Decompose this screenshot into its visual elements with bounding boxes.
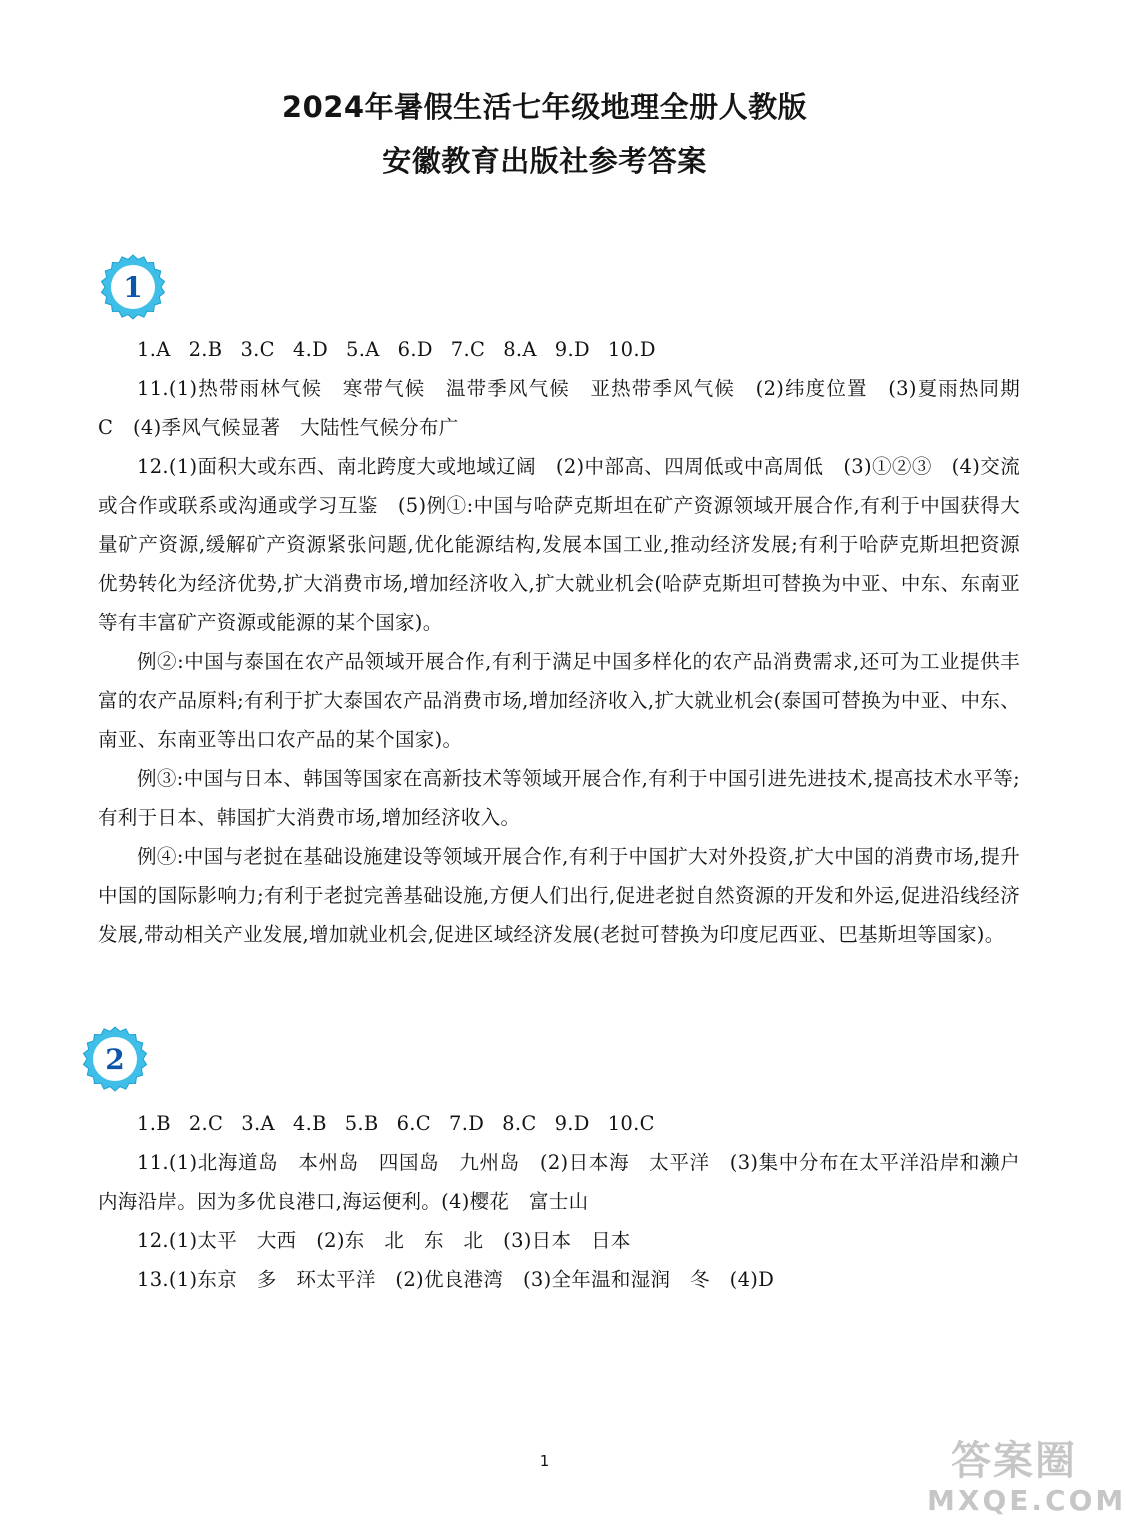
- mc-answer: 4.D: [292, 338, 329, 361]
- answer-paragraph: 例④:中国与老挝在基础设施建设等领域开展合作,有利于中国扩大对外投资,扩大中国的消费市场,提升中国的国际影响力;有利于老挝完善基础设施,方便人们出行,促进老挝自然资源的开发和外运,促进沿线经济发展,带动相关产业发展,增加就业机会,促进区域经济发展(老挝可替换为印度尼西亚、巴基斯坦等国家)。: [98, 845, 1020, 946]
- answer-paragraph: 例③:中国与日本、韩国等国家在高新技术等领域开展合作,有利于中国引进先进技术,提高技术水平等;有利于日本、韩国扩大消费市场,增加经济收入。: [98, 767, 1020, 829]
- mc-answer: 7.D: [449, 1112, 485, 1135]
- mc-answer: 8.C: [502, 1112, 537, 1135]
- document-title: [0, 80, 1089, 188]
- watermark-bottom: MXQE.COM: [927, 1484, 1126, 1517]
- mc-answer: 6.D: [397, 338, 433, 361]
- answer-paragraph: 11.(1)北海道岛 本州岛 四国岛 九州岛 (2)日本海 太平洋 (3)集中分布在太平洋沿岸和濑户内海沿岸。因为多优良港口,海运便利。(4)樱花 富士山: [98, 1151, 1020, 1213]
- section-2-badge: [82, 1026, 148, 1092]
- answer-paragraph: 11.(1)热带雨林气候 寒带气候 温带季风气候 亚热带季风气候 (2)纬度位置 (3)夏雨热同期 C (4)季风气候显著 大陆性气候分布广: [98, 377, 1040, 439]
- section-1-mc-row: [98, 330, 1020, 369]
- section-2-mc-row: [98, 1104, 1020, 1143]
- mc-answer: 4.B: [292, 1112, 327, 1135]
- watermark-logo: [927, 1438, 1126, 1526]
- mc-answer: 5.A: [346, 338, 380, 361]
- section-2-number: 2: [105, 1043, 125, 1076]
- answer-paragraph: 12.(1)面积大或东西、南北跨度大或地域辽阔 (2)中部高、四周低或中高周低 (3)①②③ (4)交流或合作或联系或沟通或学习互鉴 (5)例①:中国与哈萨克斯坦在矿产资源领域开展合作,有利于中国获得大量矿产资源,缓解矿产资源紧张问题,优化能源结构,发展本国工业,推动经济发展;有利于哈萨克斯坦把资源优势转化为经济优势,扩大消费市场,增加经济收入,扩大就业机会(哈萨克斯坦可替换为中亚、中东、东南亚等有丰富矿产资源或能源的某个国家)。: [98, 455, 1020, 634]
- page-number: 1: [539, 1452, 550, 1470]
- mc-answer: 9.D: [554, 338, 590, 361]
- mc-answer: 8.A: [503, 338, 537, 361]
- title-line-2: 安徽教育出版社参考答案: [382, 144, 707, 178]
- mc-answer: 1.A: [137, 338, 171, 361]
- mc-answer: 10.C: [607, 1112, 655, 1135]
- section-2-answers: [98, 1104, 1020, 1299]
- mc-answer: 7.C: [450, 338, 486, 361]
- answer-paragraph: 13.(1)东京 多 环太平洋 (2)优良港湾 (3)全年温和湿润 冬 (4)D: [137, 1268, 775, 1291]
- mc-answer: 3.C: [240, 338, 275, 361]
- scalloped-badge-icon: [100, 254, 166, 320]
- mc-answer: 10.D: [607, 338, 656, 361]
- section-1-answers: [98, 330, 1040, 954]
- mc-answer: 6.C: [396, 1112, 431, 1135]
- answer-paragraph: 12.(1)太平 大西 (2)东 北 东 北 (3)日本 日本: [137, 1229, 631, 1252]
- watermark-top: 答案圈: [951, 1438, 1077, 1484]
- mc-answer: 3.A: [241, 1112, 275, 1135]
- mc-answer: 1.B: [137, 1112, 171, 1135]
- section-1-badge: [100, 254, 166, 320]
- scalloped-badge-icon: [82, 1026, 148, 1092]
- mc-answer: 2.B: [188, 338, 223, 361]
- mc-answer: 5.B: [344, 1112, 379, 1135]
- answer-paragraph: 例②:中国与泰国在农产品领域开展合作,有利于满足中国多样化的农产品消费需求,还可为工业提供丰富的农产品原料;有利于扩大泰国农产品消费市场,增加经济收入,扩大就业机会(泰国可替换为中亚、中东、南亚、东南亚等出口农产品的某个国家)。: [98, 650, 1020, 751]
- mc-answer: 2.C: [188, 1112, 224, 1135]
- title-line-1: 2024年暑假生活七年级地理全册人教版: [281, 90, 808, 124]
- mc-answer: 9.D: [554, 1112, 590, 1135]
- section-1-number: 1: [123, 271, 143, 304]
